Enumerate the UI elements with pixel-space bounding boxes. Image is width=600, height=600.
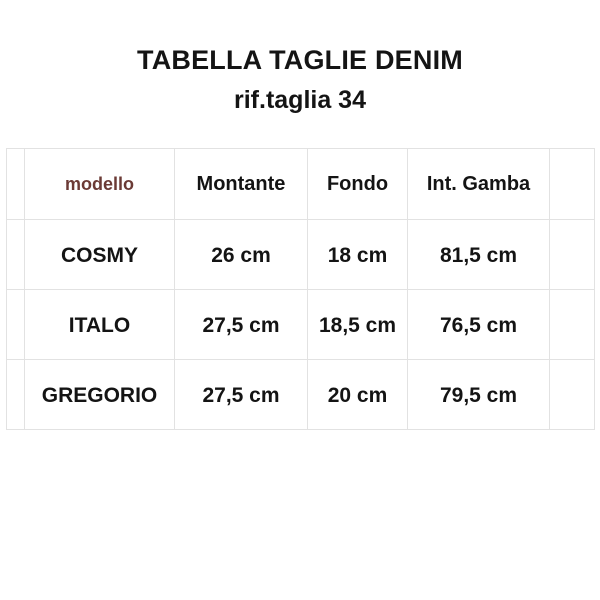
spacer-cell-left [7,290,25,360]
value-int-gamba: 81,5 cm [439,243,518,267]
spacer-cell-left [7,360,25,430]
cell-montante [175,290,308,360]
column-header-fondo [308,149,408,220]
cell-fondo [308,360,408,430]
value-int-gamba: 79,5 cm [439,383,518,407]
cell-int-gamba [408,290,550,360]
column-header-fondo-label: Fondo [326,172,389,195]
model-name: COSMY [60,243,138,267]
value-montante: 27,5 cm [202,313,280,337]
document-header [0,0,600,114]
column-header-int-gamba-label: Int. Gamba [426,172,531,195]
table-row [7,220,595,290]
value-montante: 27,5 cm [202,383,280,407]
column-header-montante-label: Montante [196,172,286,195]
cell-fondo [308,290,408,360]
spacer-cell-right [550,360,595,430]
size-table-container [0,148,600,430]
value-fondo: 20 cm [327,383,388,407]
cell-montante [175,360,308,430]
column-header-modello [25,149,175,220]
cell-modello [25,290,175,360]
column-header-modello-label: modello [64,173,134,194]
cell-int-gamba [408,220,550,290]
value-fondo: 18,5 cm [318,313,397,337]
table-row [7,290,595,360]
spacer-cell-right [550,149,595,220]
spacer-cell-left [7,220,25,290]
page-title: TABELLA TAGLIE DENIM [137,45,463,75]
column-header-montante [175,149,308,220]
cell-modello [25,360,175,430]
table-row [7,360,595,430]
cell-modello [25,220,175,290]
model-name: GREGORIO [41,383,158,407]
table-header-row [7,149,595,220]
cell-montante [175,220,308,290]
value-int-gamba: 76,5 cm [439,313,518,337]
cell-fondo [308,220,408,290]
spacer-cell-right [550,290,595,360]
value-montante: 26 cm [211,243,271,267]
model-name: ITALO [68,313,131,337]
size-table [6,148,595,430]
page-subtitle: rif.taglia 34 [234,85,366,114]
spacer-cell-right [550,220,595,290]
spacer-cell-left [7,149,25,220]
cell-int-gamba [408,360,550,430]
value-fondo: 18 cm [327,243,388,267]
column-header-int-gamba [408,149,550,220]
